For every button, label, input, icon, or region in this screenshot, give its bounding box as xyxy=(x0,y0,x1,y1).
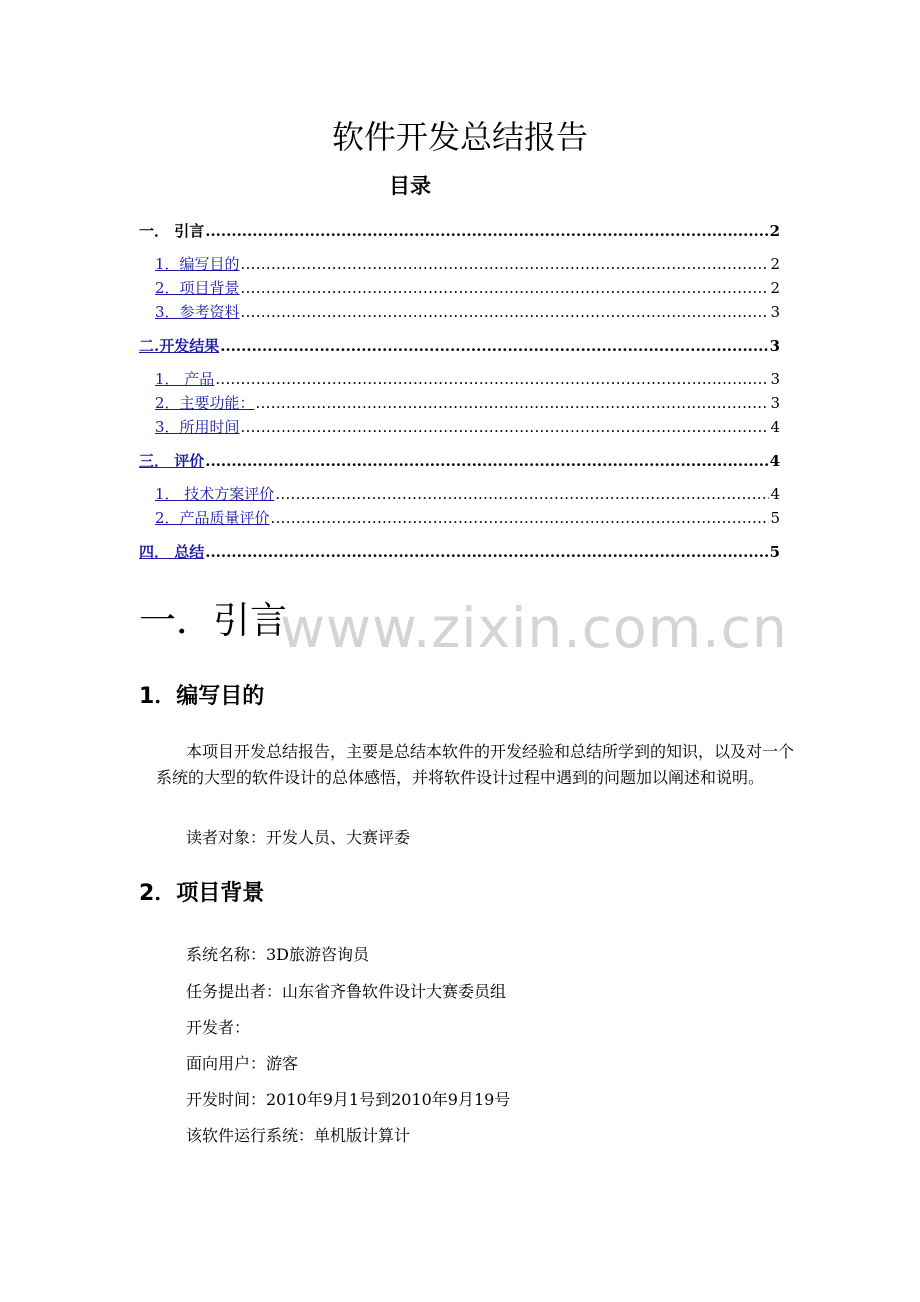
toc-entry-label: 一． 引言 xyxy=(139,222,205,240)
document-title: 软件开发总结报告 xyxy=(331,118,588,156)
toc-entry-background[interactable] xyxy=(155,277,780,299)
subsection-heading-purpose: 1．编写目的 xyxy=(139,684,265,709)
toc-leader-dots xyxy=(241,277,770,299)
toc-entry-evaluation[interactable] xyxy=(139,450,780,472)
toc-leader-dots xyxy=(275,483,769,505)
section-heading-introduction: 一．引言 xyxy=(139,599,287,642)
toc-entry-link[interactable]: 三． 评价 xyxy=(139,452,205,470)
toc-entry-link[interactable]: 3．参考资料 xyxy=(155,303,240,321)
toc-entry-tech-evaluation[interactable] xyxy=(155,483,780,505)
toc-leader-dots xyxy=(215,368,769,390)
toc-entry-link[interactable]: 2．主要功能： xyxy=(155,394,255,412)
toc-entry-link[interactable]: 1． 产品 xyxy=(155,370,215,388)
toc-entry-introduction[interactable] xyxy=(139,220,780,242)
toc-entry-references[interactable] xyxy=(155,301,780,323)
toc-page-number: 2 xyxy=(770,279,780,297)
toc-entry-link[interactable]: 四． 总结 xyxy=(139,543,205,561)
toc-leader-dots xyxy=(241,416,770,438)
toc-page-number: 2 xyxy=(770,255,780,273)
purpose-paragraph: 本项目开发总结报告，主要是总结本软件的开发经验和总结所学到的知识，以及对一个系统的大型的软件设计的总体感悟，并将软件设计过程中遇到的问题加以阐述和说明。 xyxy=(156,742,795,787)
toc-entry-time-used[interactable] xyxy=(155,416,780,438)
toc-page-number: 2 xyxy=(769,222,780,240)
toc-page-number: 3 xyxy=(769,337,780,355)
toc-leader-dots xyxy=(241,301,770,323)
toc-entry-link[interactable]: 二.开发结果 xyxy=(139,337,220,355)
toc-page-number: 4 xyxy=(770,485,780,503)
target-users-line: 面向用户：游客 xyxy=(186,1054,299,1073)
toc-entry-functions[interactable] xyxy=(155,392,780,414)
watermark: www.zixin.com.cn xyxy=(280,596,788,660)
toc-page-number: 5 xyxy=(770,509,780,527)
toc-page-number: 4 xyxy=(770,418,780,436)
development-time-line: 开发时间：2010年9月1号到2010年9月19号 xyxy=(186,1090,511,1109)
system-name-line: 系统名称：3D旅游咨询员 xyxy=(186,945,370,964)
toc-entry-link[interactable]: 1． 技术方案评价 xyxy=(155,485,275,503)
toc-leader-dots xyxy=(220,335,768,357)
toc-entry-results[interactable] xyxy=(139,335,780,357)
subsection-heading-background: 2．项目背景 xyxy=(139,881,265,906)
toc-entry-product[interactable] xyxy=(155,368,780,390)
toc-page-number: 3 xyxy=(770,303,780,321)
toc-page-number: 3 xyxy=(770,370,780,388)
toc-page-number: 3 xyxy=(770,394,780,412)
toc-entry-link[interactable]: 1．编写目的 xyxy=(155,255,240,273)
toc-page-number: 4 xyxy=(769,452,780,470)
readers-line: 读者对象：开发人员、大赛评委 xyxy=(186,828,411,847)
toc-entry-link[interactable]: 2．项目背景 xyxy=(155,279,240,297)
toc-leader-dots xyxy=(205,450,768,472)
toc-leader-dots xyxy=(205,220,768,242)
toc-entry-quality-evaluation[interactable] xyxy=(155,507,780,529)
toc-entry-summary[interactable] xyxy=(139,541,780,563)
runtime-system-line: 该软件运行系统：单机版计算计 xyxy=(186,1126,411,1145)
toc-entry-link[interactable]: 3．所用时间 xyxy=(155,418,240,436)
toc-entry-link[interactable]: 2．产品质量评价 xyxy=(155,509,270,527)
toc-leader-dots xyxy=(256,392,770,414)
toc-leader-dots xyxy=(271,507,770,529)
developer-line: 开发者： xyxy=(186,1018,251,1037)
task-proposer-line: 任务提出者：山东省齐鲁软件设计大赛委员组 xyxy=(186,982,507,1001)
toc-page-number: 5 xyxy=(769,543,780,561)
toc-leader-dots xyxy=(241,253,770,275)
toc-entry-purpose[interactable] xyxy=(155,253,780,275)
toc-leader-dots xyxy=(205,541,768,563)
toc-heading: 目录 xyxy=(389,174,431,198)
